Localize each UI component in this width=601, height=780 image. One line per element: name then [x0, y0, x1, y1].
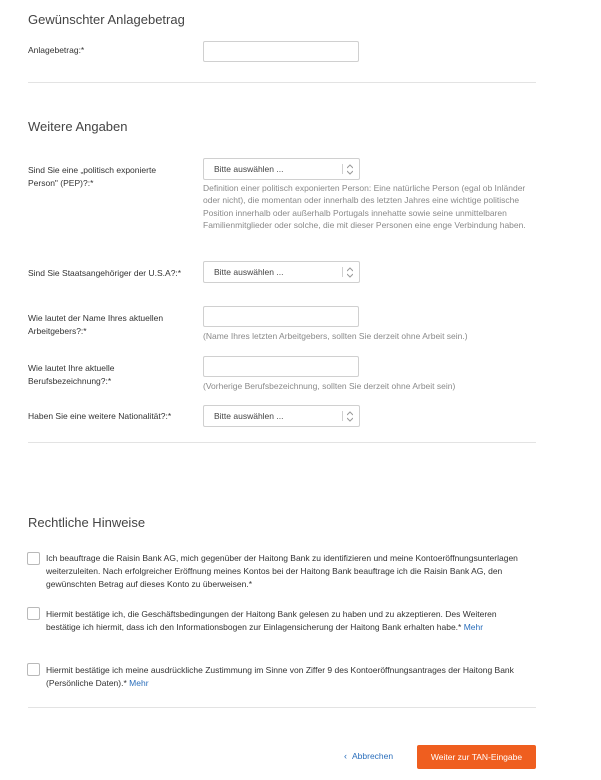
pep-label: Sind Sie eine „politisch exponierte Person" (PEP)?:*: [28, 165, 157, 188]
more-link-3[interactable]: Mehr: [129, 678, 149, 688]
pep-select[interactable]: [203, 158, 360, 180]
usa-select[interactable]: [203, 261, 360, 283]
amount-label: Anlagebetrag:*: [28, 45, 85, 55]
cancel-link[interactable]: ‹ Abbrechen: [344, 751, 394, 761]
section-title-amount: Gewünschter Anlagebetrag: [28, 12, 185, 27]
select-arrows-icon: [347, 267, 353, 278]
employer-input[interactable]: [203, 306, 359, 327]
pep-help-text: Definition einer politisch exponierten Person: Eine natürliche Person (egal ob Inländer oder nicht), die momentan oder innerhalb des letzten Jahres eine wichtige politische Position innerhalb oder außerhalb Portugals innehatte sowie seine unmittelbaren Familienmitglieder oder solche, die mit dieser Personen eine enge Verbindung haben.: [203, 183, 526, 230]
legal-text-3: Hiermit bestätige ich meine ausdrückliche Zustimmung im Sinne von Ziffer 9 des Kontoeröffnungsantrages der Haitong Bank (Persönliche Daten).* Mehr: [46, 665, 514, 688]
next-tan-button[interactable]: Weiter zur TAN-Eingabe: [417, 745, 536, 769]
amount-input[interactable]: [203, 41, 359, 62]
legal-checkbox-3[interactable]: [27, 663, 40, 676]
job-title-help-text: (Vorherige Berufsbezeichnung, sollten Sie derzeit ohne Arbeit sein): [203, 381, 456, 391]
job-title-input[interactable]: [203, 356, 359, 377]
nationality-select-value: Bitte auswählen ...: [214, 411, 284, 421]
employer-label: Wie lautet der Name Ihres aktuellen Arbeitgebers?:*: [28, 313, 164, 336]
legal-checkbox-1[interactable]: [27, 552, 40, 565]
divider: [28, 442, 536, 443]
legal-checkbox-2[interactable]: [27, 607, 40, 620]
employer-help-text: (Name Ihres letzten Arbeitgebers, sollten Sie derzeit ohne Arbeit sein.): [203, 331, 468, 341]
legal-text-1: Ich beauftrage die Raisin Bank AG, mich gegenüber der Haitong Bank zu identifizieren und meine Kontoeröffnungsunterlagen weiterzuleiten. Nach erfolgreicher Eröffnung meines Kontos bei der Haitong Bank beauftrage ich die Raisin Bank AG, den gewünschten Betrag auf dieses Konto zu überweisen.*: [46, 553, 518, 589]
nationality-label: Haben Sie eine weitere Nationalität?:*: [28, 411, 172, 421]
nationality-select[interactable]: [203, 405, 360, 427]
select-arrows-icon: [347, 164, 353, 175]
divider: [28, 707, 536, 708]
chevron-left-icon: ‹: [344, 751, 347, 761]
usa-label: Sind Sie Staatsangehöriger der U.S.A?:*: [28, 268, 182, 278]
select-separator: [342, 164, 343, 174]
job-title-label: Wie lautet Ihre aktuelle Berufsbezeichnung?:*: [28, 363, 115, 386]
select-arrows-icon: [347, 411, 353, 422]
legal-text-2: Hiermit bestätige ich, die Geschäftsbedingungen der Haitong Bank gelesen zu haben und zu akzeptieren. Des Weiteren bestätige ich hiermit, dass ich den Informationsbogen zur Einlagensicherung der Haitong Bank erhalten habe.* Mehr: [46, 609, 497, 632]
select-separator: [342, 267, 343, 277]
section-title-more-info: Weitere Angaben: [28, 119, 128, 134]
divider: [28, 82, 536, 83]
usa-select-value: Bitte auswählen ...: [214, 267, 284, 277]
more-link-2[interactable]: Mehr: [463, 622, 484, 632]
section-title-legal: Rechtliche Hinweise: [28, 515, 146, 530]
pep-select-value: Bitte auswählen ...: [214, 164, 284, 174]
select-separator: [342, 411, 343, 421]
